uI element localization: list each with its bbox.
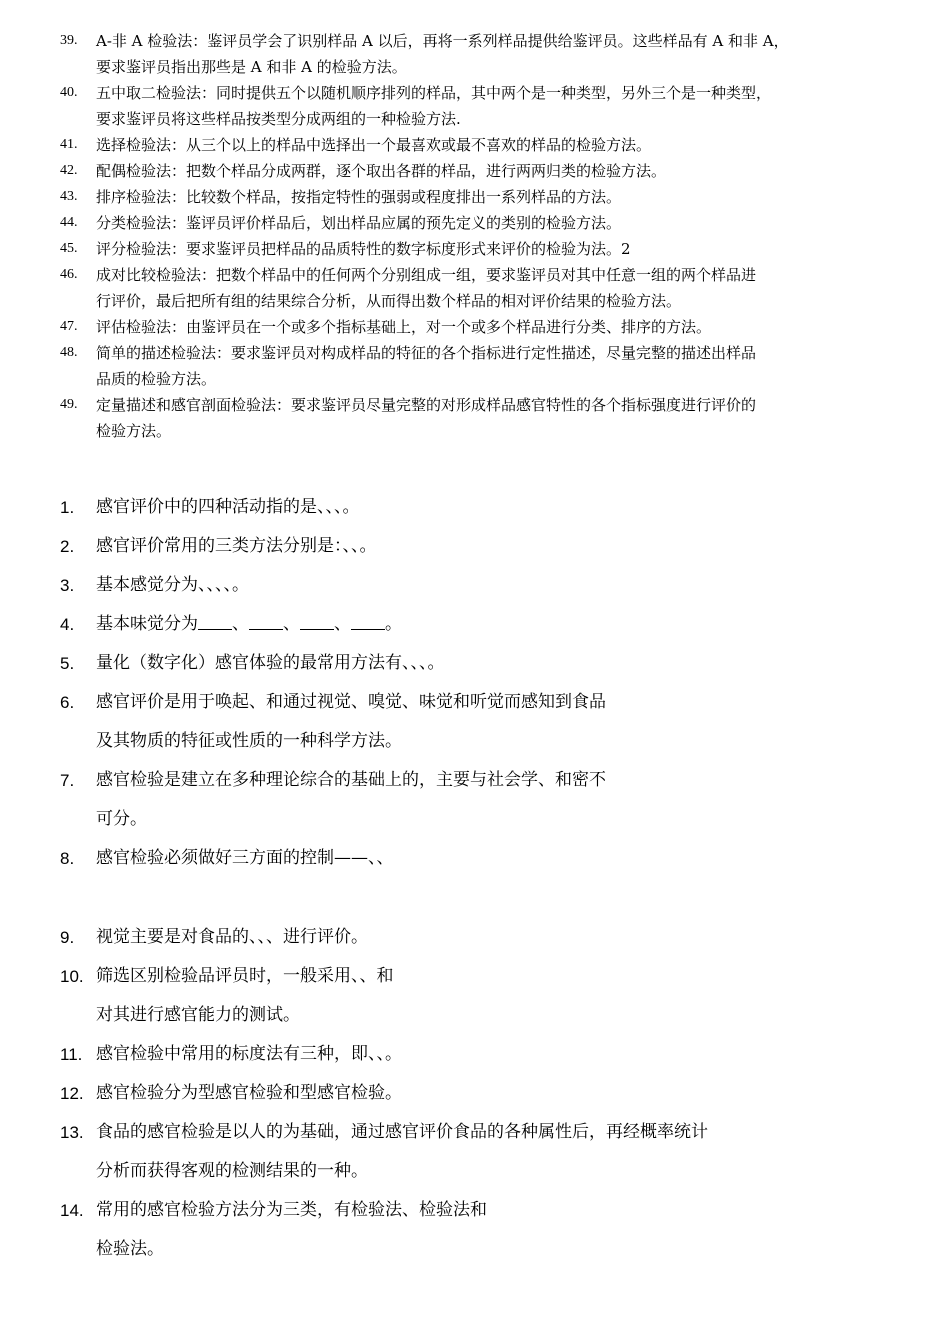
item-number: 42.	[60, 163, 78, 178]
item-text: 评分检验法：要求鉴评员把样品的品质特性的数字标度形式来评价的检验为法。2	[96, 240, 631, 258]
answer-blank[interactable]	[249, 611, 283, 630]
question-number: 5.	[60, 654, 75, 673]
item-text: 配偶检验法：把数个样品分成两群，逐个取出各群的样品，进行两两归类的检验方法。	[96, 162, 667, 180]
question-prefix: 基本味觉分为	[96, 614, 198, 634]
question-item	[60, 644, 920, 683]
question-number: 11.	[60, 1045, 83, 1064]
question-number: 1.	[60, 498, 75, 517]
item-number: 44.	[60, 215, 78, 230]
item-text: 分类检验法：鉴评员评价样品后，划出样品应属的预先定义的类别的检验方法。	[96, 214, 622, 232]
item-number: 49.	[60, 397, 78, 412]
list-item	[60, 158, 910, 184]
question-item	[60, 839, 920, 878]
answer-blank[interactable]	[300, 611, 334, 630]
list-item	[60, 314, 910, 340]
list-item	[60, 340, 910, 392]
list-item	[60, 28, 910, 80]
question-text: 感官检验中常用的标度法有三种，即、、。	[96, 1044, 402, 1064]
item-number: 46.	[60, 267, 78, 282]
question-item	[60, 605, 920, 644]
question-text: 基本感觉分为、、、、。	[96, 575, 249, 595]
question-text: 感官评价中的四种活动指的是、、、。	[96, 497, 360, 517]
question-number: 12.	[60, 1084, 84, 1103]
blank-separator: 、	[334, 614, 351, 634]
question-number: 10.	[60, 967, 84, 986]
question-item	[60, 761, 920, 839]
question-text: 对其进行感官能力的测试。	[96, 1005, 300, 1025]
question-end: 。	[385, 614, 402, 634]
question-text	[96, 605, 920, 644]
list-item	[60, 236, 910, 262]
item-text: 品质的检验方法。	[96, 370, 217, 388]
item-text: 排序检验法：比较数个样品，按指定特性的强弱或程度排出一系列样品的方法。	[96, 188, 622, 206]
list-item	[60, 392, 910, 444]
item-number: 48.	[60, 345, 78, 360]
question-text: 量化（数字化）感官体验的最常用方法有、、、。	[96, 653, 445, 673]
item-text: 检验方法。	[96, 422, 172, 440]
item-number: 47.	[60, 319, 78, 334]
question-number: 8.	[60, 849, 75, 868]
question-text: 检验法。	[96, 1239, 164, 1259]
item-number: 45.	[60, 241, 78, 256]
question-text: 可分。	[96, 809, 147, 829]
question-text: 分析而获得客观的检测结果的一种。	[96, 1161, 368, 1181]
question-number: 9.	[60, 928, 75, 947]
item-number: 39.	[60, 33, 78, 48]
item-number: 41.	[60, 137, 78, 152]
item-number: 43.	[60, 189, 78, 204]
question-number: 2.	[60, 537, 75, 556]
question-number: 4.	[60, 615, 75, 634]
question-item	[60, 527, 920, 566]
question-item	[60, 1074, 920, 1113]
question-item	[60, 1191, 920, 1269]
blank-separator: 、	[232, 614, 249, 634]
question-item	[60, 683, 920, 761]
item-text: 要求鉴评员指出那些是 A 和非 A 的检验方法。	[96, 58, 407, 76]
item-text: 选择检验法：从三个以上的样品中选择出一个最喜欢或最不喜欢的样品的检验方法。	[96, 136, 652, 154]
item-text: 评估检验法：由鉴评员在一个或多个指标基础上，对一个或多个样品进行分类、排序的方法。	[96, 318, 712, 336]
question-text: 视觉主要是对食品的、、、进行评价。	[96, 927, 368, 947]
question-number: 3.	[60, 576, 75, 595]
list-item	[60, 184, 910, 210]
question-item	[60, 1035, 920, 1074]
questions-list	[60, 488, 920, 1269]
question-number: 7.	[60, 771, 75, 790]
question-text: 筛选区别检验品评员时，一般采用、、和	[96, 966, 394, 986]
item-text: 五中取二检验法：同时提供五个以随机顺序排列的样品，其中两个是一种类型，另外三个是一种类型，	[96, 84, 772, 102]
question-text: 常用的感官检验方法分为三类，有检验法、检验法和	[96, 1200, 487, 1220]
blank-separator: 、	[283, 614, 300, 634]
item-text: 行评价，最后把所有组的结果综合分析，从而得出数个样品的相对评价结果的检验方法。	[96, 292, 682, 310]
question-text: 食品的感官检验是以人的为基础，通过感官评价食品的各种属性后，再经概率统计	[96, 1122, 708, 1142]
item-text: A-非 A 检验法：鉴评员学会了识别样品 A 以后，再将一系列样品提供给鉴评员。这些样品有 A 和非 A，	[96, 32, 789, 50]
list-item	[60, 262, 910, 314]
item-text: 要求鉴评员将这些样品按类型分成两组的一种检验方法.	[96, 110, 461, 128]
question-number: 13.	[60, 1123, 84, 1142]
question-item	[60, 488, 920, 527]
item-text: 简单的描述检验法：要求鉴评员对构成样品的特征的各个指标进行定性描述，尽量完整的描述出样品	[96, 344, 757, 362]
spacer	[60, 878, 920, 918]
question-text: 及其物质的特征或性质的一种科学方法。	[96, 731, 402, 751]
question-number: 14.	[60, 1201, 84, 1220]
item-text: 定量描述和感官剖面检验法：要求鉴评员尽量完整的对形成样品感官特性的各个指标强度进行评价的	[96, 396, 757, 414]
question-text: 感官检验是建立在多种理论综合的基础上的，主要与社会学、和密不	[96, 770, 606, 790]
item-text: 成对比较检验法：把数个样品中的任何两个分别组成一组，要求鉴评员对其中任意一组的两个样品进	[96, 266, 757, 284]
item-number: 40.	[60, 85, 78, 100]
question-item	[60, 957, 920, 1035]
question-text: 感官检验必须做好三方面的控制——、、	[96, 848, 394, 868]
definitions-list	[60, 28, 910, 444]
question-text: 感官评价是用于唤起、和通过视觉、嗅觉、味觉和听觉而感知到食品	[96, 692, 606, 712]
question-item	[60, 918, 920, 957]
list-item	[60, 80, 910, 132]
question-text: 感官检验分为型感官检验和型感官检验。	[96, 1083, 402, 1103]
answer-blank[interactable]	[351, 611, 385, 630]
question-text: 感官评价常用的三类方法分别是：、、。	[96, 536, 377, 556]
question-item	[60, 1113, 920, 1191]
list-item	[60, 132, 910, 158]
question-item	[60, 566, 920, 605]
list-item	[60, 210, 910, 236]
question-number: 6.	[60, 693, 75, 712]
answer-blank[interactable]	[198, 611, 232, 630]
